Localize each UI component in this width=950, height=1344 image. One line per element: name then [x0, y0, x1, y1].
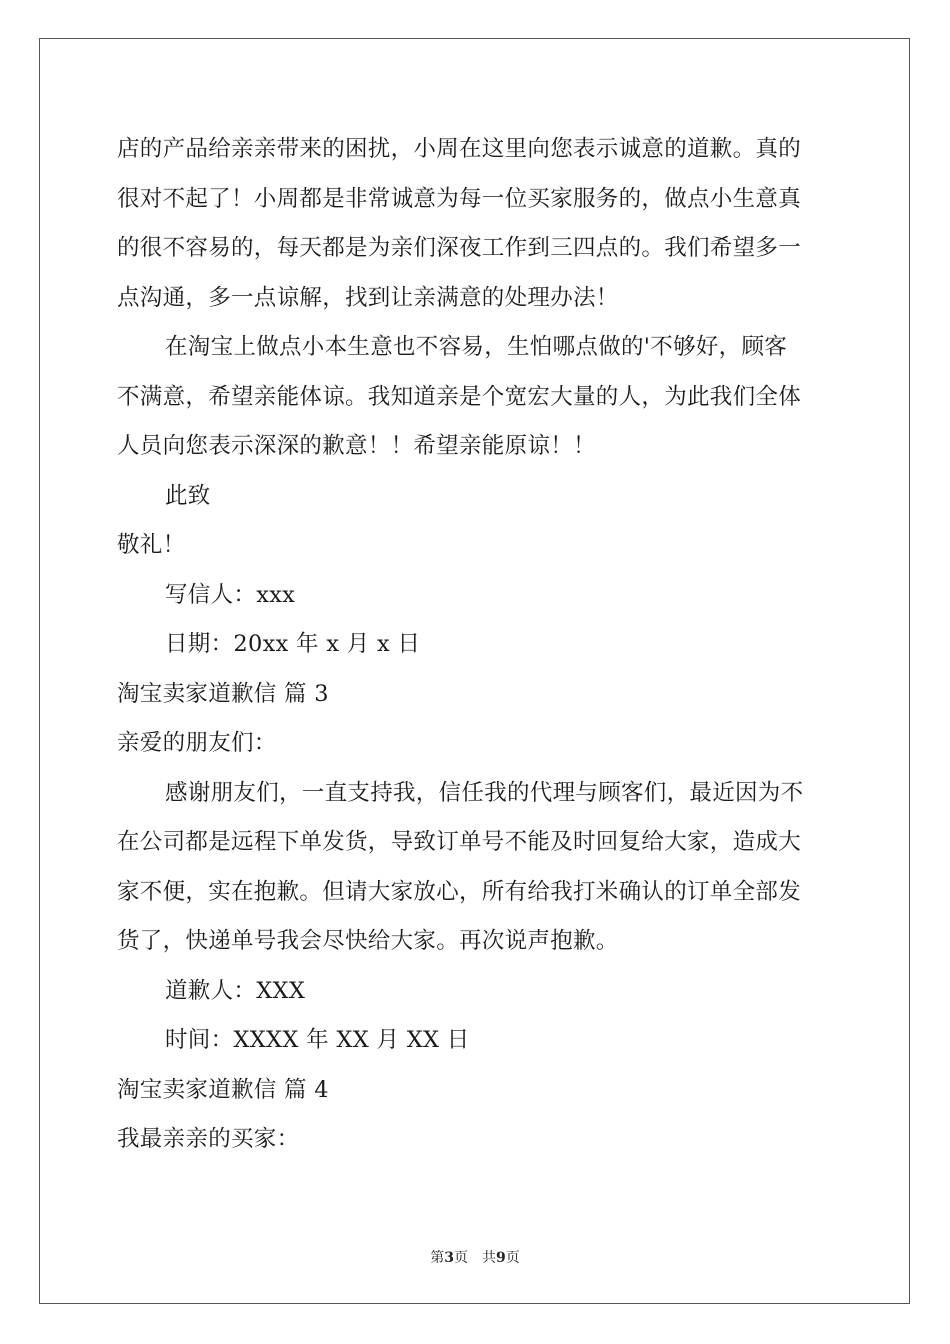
footer-page-suffix: 页 — [505, 1250, 520, 1266]
text-line: 淘宝卖家道歉信 篇 4 — [117, 1076, 329, 1103]
text-line: 写信人：xxx — [165, 581, 296, 608]
text-line: 人员向您表示深深的歉意！！希望亲能原谅！！ — [117, 433, 596, 459]
text-line: 家不便，实在抱歉。但请大家放心，所有给我打米确认的订单全部发 — [117, 878, 802, 905]
text-line: 货了，快递单号我会尽快给大家。再次说声抱歉。 — [117, 928, 619, 954]
footer-page-current: 3 — [444, 1250, 454, 1266]
text-line: 日期：20xx 年 x 月 x 日 — [165, 631, 421, 657]
text-line: 淘宝卖家道歉信 篇 3 — [117, 680, 329, 707]
page-footer — [0, 1247, 950, 1267]
text-line: 亲爱的朋友们： — [117, 730, 277, 756]
text-line: 时间：XXXX 年 XX 月 XX 日 — [165, 1027, 470, 1053]
text-line: 在公司都是远程下单发货，导致订单号不能及时回复给大家，造成大 — [117, 829, 802, 855]
document-body — [117, 125, 837, 1165]
text-line: 我最亲亲的买家： — [117, 1126, 300, 1152]
footer-page-total: 9 — [496, 1250, 506, 1266]
text-line: 在淘宝上做点小本生意也不容易，生怕哪点做的'不够好，顾客 — [165, 334, 788, 360]
text-line: 店的产品给亲亲带来的困扰，小周在这里向您表示诚意的道歉。真的 — [117, 136, 802, 162]
text-line: 很对不起了！小周都是非常诚意为每一位买家服务的，做点小生意真 — [117, 185, 802, 212]
text-line: 此致 — [165, 482, 211, 509]
footer-page-prefix: 第 — [430, 1250, 445, 1266]
footer-page-mid: 页 共 — [454, 1250, 496, 1266]
text-line: 感谢朋友们，一直支持我，信任我的代理与顾客们，最近因为不 — [165, 779, 804, 806]
text-line: 的很不容易的，每天都是为亲们深夜工作到三四点的。我们希望多一 — [117, 235, 802, 261]
text-line: 道歉人：XXX — [165, 977, 306, 1004]
text-line: 点沟通，多一点谅解，找到让亲满意的处理办法！ — [117, 284, 619, 311]
text-line: 不满意，希望亲能体谅。我知道亲是个宽宏大量的人，为此我们全体 — [117, 383, 802, 410]
text-line: 敬礼！ — [117, 532, 186, 558]
